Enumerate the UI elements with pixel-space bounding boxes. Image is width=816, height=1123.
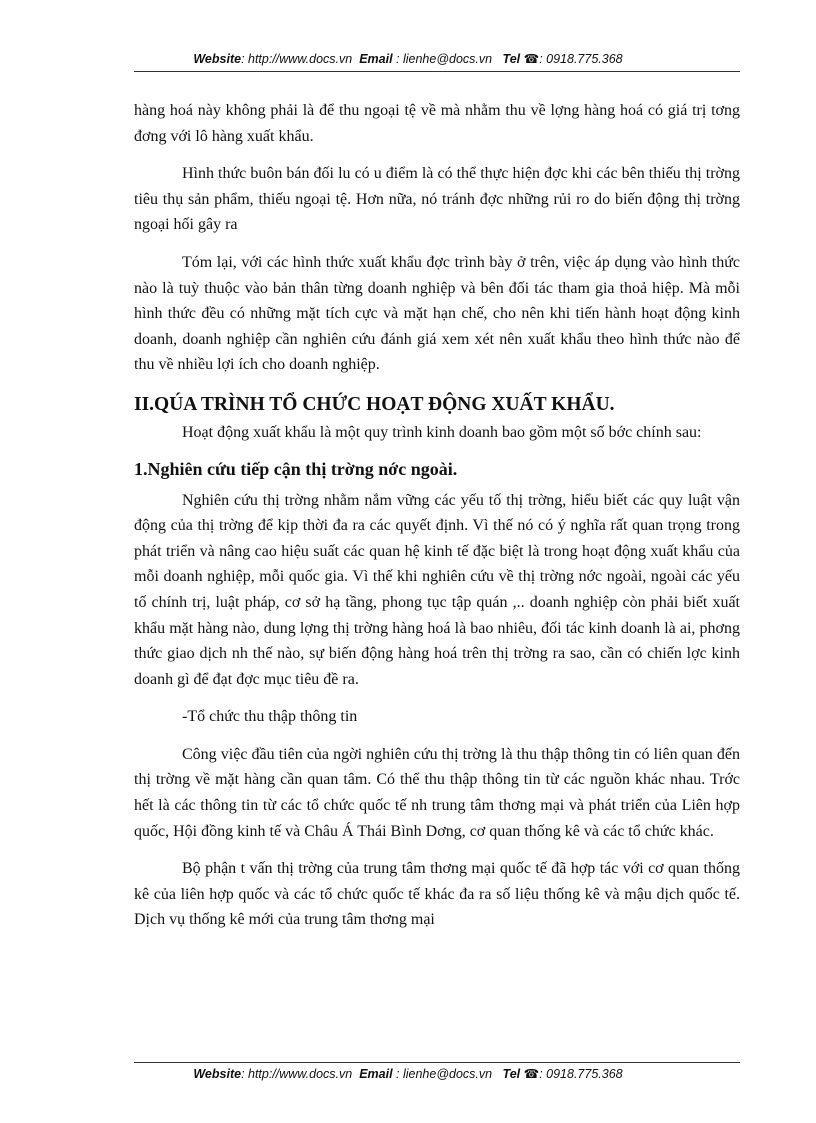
footer-website-url[interactable]: : http://www.docs.vn xyxy=(241,1067,353,1081)
header-website-url[interactable]: : http://www.docs.vn xyxy=(241,52,353,66)
paragraph-8: Bộ phận t vấn thị trờng của trung tâm thơng mại quốc tế đã hợp tác với cơ quan thống kê của liên hợp quốc và các tổ chức quốc tế khác đa ra số liệu thống kê và mậu dịch quốc tế. Dịch vụ thống kê mới của trung tâm thơng mại xyxy=(134,860,740,929)
footer-tel-value: : 0918.775.368 xyxy=(539,1067,623,1081)
paragraph-7: Công việc đầu tiên của ngời nghiên cứu thị trờng là thu thập thông tin có liên quan đến thị trờng về mặt hàng cần quan tâm. Có thể thu thập thông tin từ các nguồn khác nhau. Trớc hết là các thông tin từ các tổ chức quốc tế nh trung tâm thơng mại và phát triển của Liên hợp quốc, Hội đồng kinh tế và Châu Á Thái Bình Dơng, cơ quan thống kê và các tổ chức khác. xyxy=(134,745,740,840)
paragraph-1: hàng hoá này không phải là để thu ngoại tệ về mà nhằm thu về lợng hàng hoá có giá trị tơng đơng với lô hàng xuất khẩu. xyxy=(134,102,740,145)
page-body xyxy=(134,98,740,933)
page-header xyxy=(0,51,816,66)
footer-email-value[interactable]: : lienhe@docs.vn xyxy=(396,1067,493,1081)
header-divider xyxy=(134,71,740,72)
footer-divider xyxy=(134,1062,740,1063)
footer-website-label: Website xyxy=(193,1067,242,1081)
paragraph-3: Tóm lại, với các hình thức xuất khẩu đợc trình bày ở trên, việc áp dụng vào hình thức nào là tuỳ thuộc vào bản thân từng doanh nghiệp và bên đối tác tham gia thoả hiệp. Mà mỗi hình thức đều có những mặt tích cực và mặt hạn chế, cho nên khi tiến hành hoạt động kinh doanh, doanh nghiệp cần nghiên cứu đánh giá xem xét nên xuất khẩu theo hình thức nào để thu về nhiều lợi ích cho doanh nghiệp. xyxy=(134,253,740,374)
subsection-heading: 1.Nghiên cứu tiếp cận thị trờng nớc ngoài. xyxy=(134,458,458,479)
paragraph-5: Nghiên cứu thị trờng nhằm nắm vững các yếu tố thị trờng, hiểu biết các quy luật vận động của thị trờng để kịp thời đa ra các quyết định. Vì thế nó có ý nghĩa rất quan trọng trong phát triển và nâng cao hiệu suất các quan hệ kinh tế đặc biệt là trong hoạt động xuất khẩu của mỗi doanh nghiệp, mỗi quốc gia. Vì thế khi nghiên cứu về thị trờng nớc ngoài, ngoài các yếu tố chính trị, luật pháp, cơ sở hạ tầng, phong tục tập quán ,.. doanh nghiệp còn phải biết xuất khẩu mặt hàng nào, dung lợng thị trờng hàng hoá là bao nhiêu, đối tác kinh doanh là ai, phơng thức giao dịch nh thế nào, sự biến động hàng hoá trên thị trờng ra sao, cần có chiến lợc kinh doanh gì để đạt đợc mục tiêu đề ra. xyxy=(134,491,740,688)
header-tel-label: Tel xyxy=(502,52,521,66)
header-email-label: Email xyxy=(359,52,393,66)
page-footer xyxy=(0,1066,816,1081)
footer-tel-label: Tel xyxy=(502,1067,521,1081)
phone-icon: ☎ xyxy=(523,1067,540,1081)
paragraph-6: -Tổ chức thu thập thông tin xyxy=(182,708,358,726)
phone-icon: ☎ xyxy=(523,52,540,66)
footer-email-label: Email xyxy=(359,1067,393,1081)
header-email-value[interactable]: : lienhe@docs.vn xyxy=(396,52,493,66)
paragraph-4: Hoạt động xuất khẩu là một quy trình kinh doanh bao gồm một số bớc chính sau: xyxy=(182,423,702,441)
paragraph-2: Hình thức buôn bán đối lu có u điểm là có thể thực hiện đợc khi các bên thiếu thị trờng tiêu thụ sản phẩm, thiếu ngoại tệ. Hơn nữa, nó tránh đợc những rủi ro do biến động thị trờng ngoại hối gây ra xyxy=(134,165,740,234)
header-tel-value: : 0918.775.368 xyxy=(539,52,623,66)
header-website-label: Website xyxy=(193,52,242,66)
section-heading: II.QÚA TRÌNH TỔ CHỨC HOẠT ĐỘNG XUẤT KHẨU. xyxy=(134,393,615,415)
